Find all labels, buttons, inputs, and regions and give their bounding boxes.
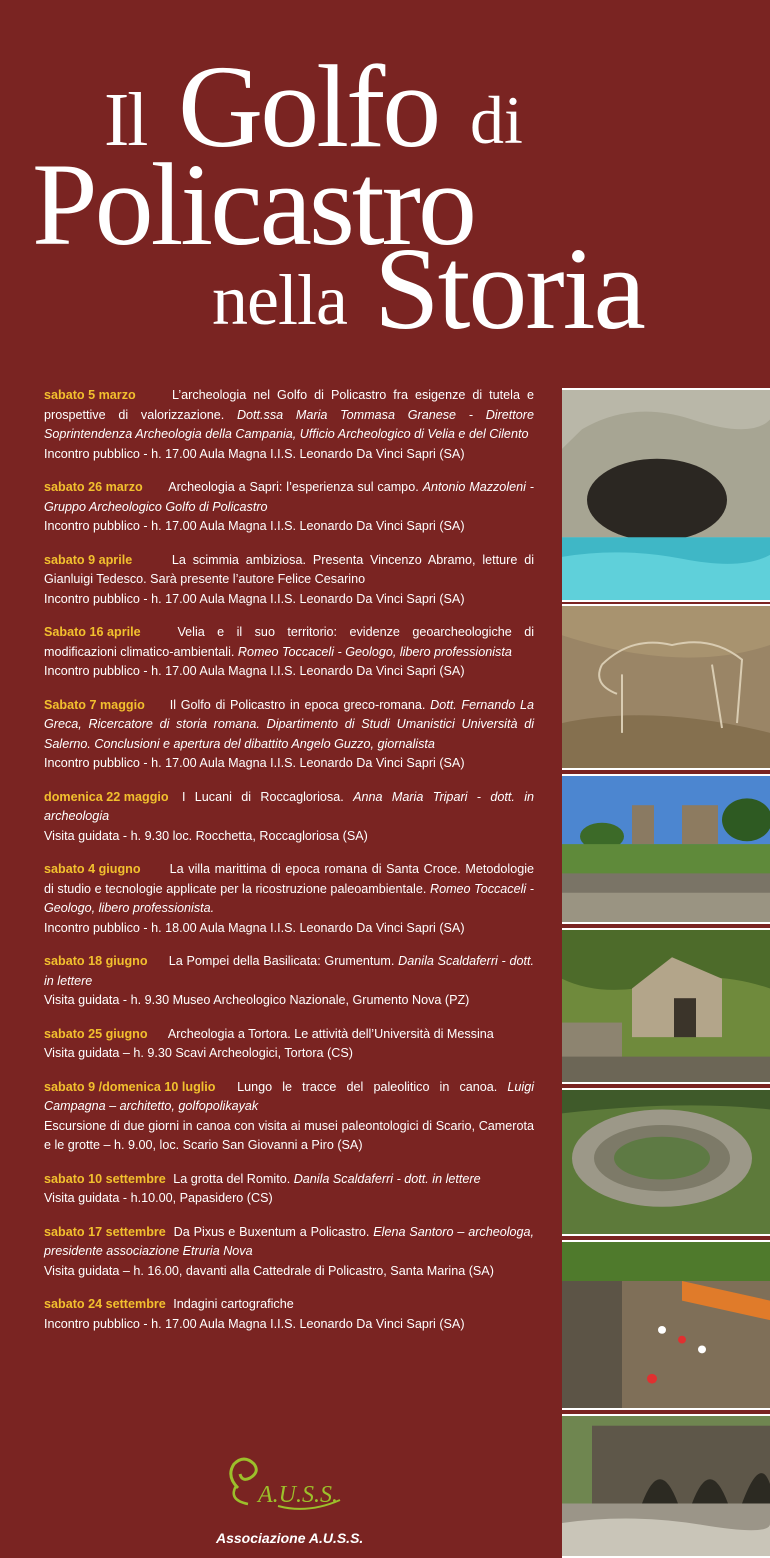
event-venue: Incontro pubblico - h. 17.00 Aula Magna I.I.S. Leonardo Da Vinci Sapri (SA) xyxy=(44,756,465,770)
title-golfo: Golfo xyxy=(178,41,439,172)
event-item xyxy=(44,952,534,1011)
photo-sea-cave xyxy=(562,388,770,602)
event-venue: Incontro pubblico - h. 17.00 Aula Magna I.I.S. Leonardo Da Vinci Sapri (SA) xyxy=(44,1316,465,1331)
event-title: Archeologia a Sapri: l’esperienza sul campo. xyxy=(168,480,419,494)
event-date: sabato 25 giugno xyxy=(44,1026,148,1041)
event-date: sabato 18 giugno xyxy=(44,954,148,968)
event-venue: Escursione di due giorni in canoa con visita ai musei paleontologici di Scario, Camerota e le grotte – h. 9.00, loc. Scario San Giovanni a Piro (SA) xyxy=(44,1118,534,1152)
event-venue: Incontro pubblico - h. 17.00 Aula Magna I.I.S. Leonardo Da Vinci Sapri (SA) xyxy=(44,519,465,533)
title-policastro: Policastro xyxy=(32,139,474,270)
event-item xyxy=(44,1078,534,1156)
event-date: sabato 9 aprile xyxy=(44,552,133,567)
event-speaker: Danila Scaldaferri - dott. in lettere xyxy=(293,1171,481,1186)
event-title: Lungo le tracce del paleolitico in canoa. xyxy=(237,1079,498,1094)
event-date: sabato 17 settembre xyxy=(44,1224,166,1239)
event-title: Velia e il suo territorio: evidenze geoarcheologiche di modificazioni climatico-ambientali. xyxy=(44,625,534,659)
auss-logo xyxy=(218,1456,358,1514)
event-date: sabato 10 settembre xyxy=(44,1171,166,1186)
event-item xyxy=(44,1025,534,1064)
event-item xyxy=(44,1295,534,1334)
logo-letters: A.U.S.S. xyxy=(258,1482,338,1508)
event-title: La villa marittima di epoca romana di Santa Croce. Metodologie di studio e tecnologie applicate per la ricostruzione paleoambientale. xyxy=(44,862,534,896)
event-venue: Visita guidata – h. 9.30 Scavi Archeologici, Tortora (CS) xyxy=(44,1046,353,1060)
event-item xyxy=(44,551,534,610)
event-date: sabato 9 /domenica 10 luglio xyxy=(44,1079,216,1094)
spiral-leaf-icon xyxy=(218,1456,358,1514)
title-il: Il xyxy=(104,78,147,162)
event-venue: Incontro pubblico - h. 18.00 Aula Magna I.I.S. Leonardo Da Vinci Sapri (SA) xyxy=(44,920,465,935)
event-item xyxy=(44,696,534,774)
event-venue: Incontro pubblico - h. 17.00 Aula Magna I.I.S. Leonardo Da Vinci Sapri (SA) xyxy=(44,591,465,606)
event-venue: Visita guidata – h. 16.00, davanti alla Cattedrale di Policastro, Santa Marina (SA) xyxy=(44,1263,494,1278)
event-item xyxy=(44,1170,534,1209)
event-title: La grotta del Romito. xyxy=(173,1171,291,1186)
event-date: sabato 5 marzo xyxy=(44,388,136,402)
event-item xyxy=(44,1223,534,1282)
event-date: sabato 4 giugno xyxy=(44,862,141,876)
photo-roman-bridge xyxy=(562,1414,770,1558)
event-speaker: Romeo Toccaceli - Geologo, libero professionista. xyxy=(44,881,534,915)
event-title: I Lucani di Roccagloriosa. xyxy=(181,789,344,804)
photo-tomb xyxy=(562,928,770,1084)
event-item xyxy=(44,623,534,682)
event-title: La scimmia ambiziosa. Presenta Vincenzo Abramo, letture di Gianluigi Tedesco. Sarà presente l’autore Felice Cesarino xyxy=(44,552,535,586)
photo-velia-towers xyxy=(562,774,770,924)
event-speaker: Luigi Campagna – architetto, golfopolikayak xyxy=(44,1079,534,1113)
event-title: Il Golfo di Policastro in epoca greco-romana. xyxy=(169,697,426,712)
photo-excavation xyxy=(562,1240,770,1410)
event-speaker: Dott.ssa Maria Tommasa Granese - Direttore Soprintendenza Archeologia della Campania, Ufficio Archeologico di Velia e del Cilento xyxy=(44,407,534,441)
event-venue: Incontro pubblico - h. 17.00 Aula Magna I.I.S. Leonardo Da Vinci Sapri (SA) xyxy=(44,664,465,678)
event-title: La Pompei della Basilicata: Grumentum. xyxy=(168,954,395,968)
title-storia: Storia xyxy=(374,223,644,354)
event-item xyxy=(44,386,534,464)
event-date: domenica 22 maggio xyxy=(44,789,169,804)
event-item xyxy=(44,860,534,938)
event-speaker: Romeo Toccaceli - Geologo, libero professionista xyxy=(237,644,512,659)
event-item xyxy=(44,478,534,537)
event-speaker: Elena Santoro – archeologa, presidente associazione Etruria Nova xyxy=(44,1224,535,1258)
title-nella: nella xyxy=(212,260,347,340)
event-title: Archeologia a Tortora. Le attività dell’Università di Messina xyxy=(167,1026,494,1041)
event-venue: Visita guidata - h. 9.30 loc. Rocchetta, Roccagloriosa (SA) xyxy=(44,828,368,843)
photo-cave-engraving xyxy=(562,604,770,770)
event-speaker: Dott. Fernando La Greca, Ricercatore di storia romana. Dipartimento di Studi Umanistici Università di Salerno. Conclusioni e apertura del dibattito Angelo Guzzo, giornalista xyxy=(44,697,535,751)
association-name: Associazione A.U.S.S. xyxy=(216,1530,364,1546)
photo-amphitheatre xyxy=(562,1088,770,1236)
event-item xyxy=(44,788,534,847)
event-speaker: Danila Scaldaferri - dott. in lettere xyxy=(44,954,534,988)
event-date: Sabato 16 aprile xyxy=(44,625,141,639)
event-title: Indagini cartografiche xyxy=(173,1297,294,1311)
title-di: di xyxy=(470,82,523,158)
event-venue: Incontro pubblico - h. 17.00 Aula Magna I.I.S. Leonardo Da Vinci Sapri (SA) xyxy=(44,446,465,461)
event-speaker: Antonio Mazzoleni - Gruppo Archeologico Golfo di Policastro xyxy=(44,480,535,514)
event-title: L’archeologia nel Golfo di Policastro fra esigenze di tutela e prospettive di valorizzazione. xyxy=(44,388,534,422)
event-title: Da Pixus e Buxentum a Policastro. xyxy=(173,1224,370,1239)
event-list xyxy=(44,386,534,1348)
event-date: sabato 24 settembre xyxy=(44,1297,166,1311)
event-date: sabato 26 marzo xyxy=(44,480,143,494)
event-venue: Visita guidata - h.10.00, Papasidero (CS) xyxy=(44,1191,273,1205)
event-date: Sabato 7 maggio xyxy=(44,697,145,712)
event-venue: Visita guidata - h. 9.30 Museo Archeologico Nazionale, Grumento Nova (PZ) xyxy=(44,993,470,1007)
event-speaker: Anna Maria Tripari - dott. in archeologia xyxy=(44,789,534,823)
